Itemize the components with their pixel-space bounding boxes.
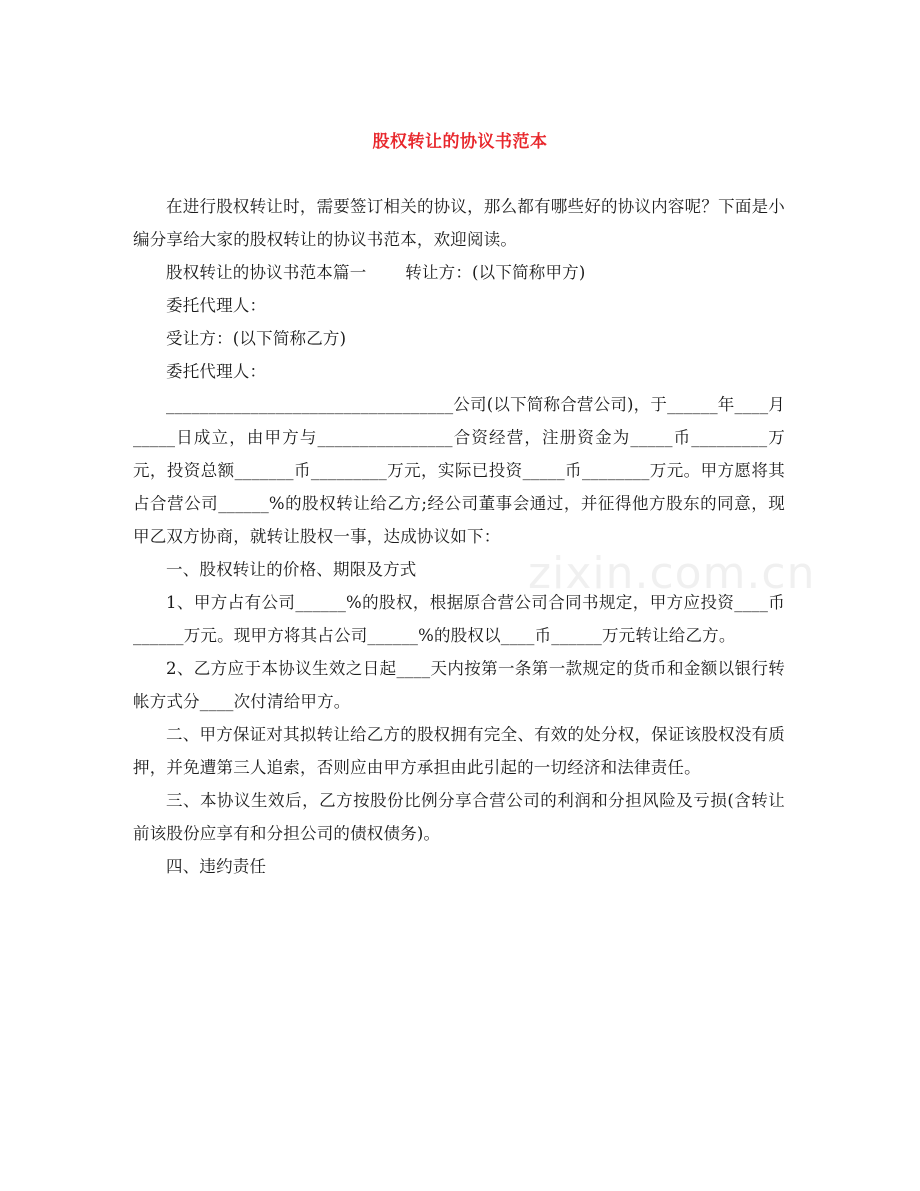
document-title: 股权转让的协议书范本 <box>372 132 548 152</box>
paragraph-transferee: 受让方：(以下简称乙方) <box>166 329 347 348</box>
section-heading-liability: 四、违约责任 <box>166 857 267 876</box>
clause-1: 1、甲方占有公司______%的股权，根据原合营公司合同书规定，甲方应投资____币______万元。现甲方将其占公司______%的股权以____币______万元转让给乙方。 <box>133 593 785 645</box>
paragraph-intro: 在进行股权转让时，需要签订相关的协议，那么都有哪些好的协议内容呢？下面是小编分享给大家的股权转让的协议书范本，欢迎阅读。 <box>133 197 785 249</box>
section-three: 三、本协议生效后，乙方按股份比例分享合营公司的利润和分担风险及亏损(含转让前该股份应享有和分担公司的债权债务)。 <box>133 791 785 843</box>
document-body <box>133 190 785 883</box>
paragraph-transferor-agent: 委托代理人： <box>166 296 267 315</box>
paragraph-transferee-agent: 委托代理人： <box>166 362 267 381</box>
paragraph-company-info: __________________________________公司(以下简称合营公司)，于______年____月_____日成立，由甲方与________________合资经营，注册资金为_____币_________万元，投资总额_______币_________万元，实际已投资_____币________万元。甲方愿将其占合营公司______%的股权转让给乙方;经公司董事会通过，并征得他方股东的同意，现甲乙双方协商，就转让股权一事，达成协议如下： <box>133 395 785 546</box>
section-heading-price: 一、股权转让的价格、期限及方式 <box>166 560 417 579</box>
watermark: zixin.com.cn <box>528 548 816 599</box>
clause-2: 2、乙方应于本协议生效之日起____天内按第一条第一款规定的货币和金额以银行转帐方式分____次付清给甲方。 <box>133 659 785 711</box>
section-two: 二、甲方保证对其拟转让给乙方的股权拥有完全、有效的处分权，保证该股权没有质押，并免遭第三人追索，否则应由甲方承担由此引起的一切经济和法律责任。 <box>133 725 785 777</box>
paragraph-transferor: 股权转让的协议书范本篇一 转让方：(以下简称甲方) <box>166 263 586 282</box>
